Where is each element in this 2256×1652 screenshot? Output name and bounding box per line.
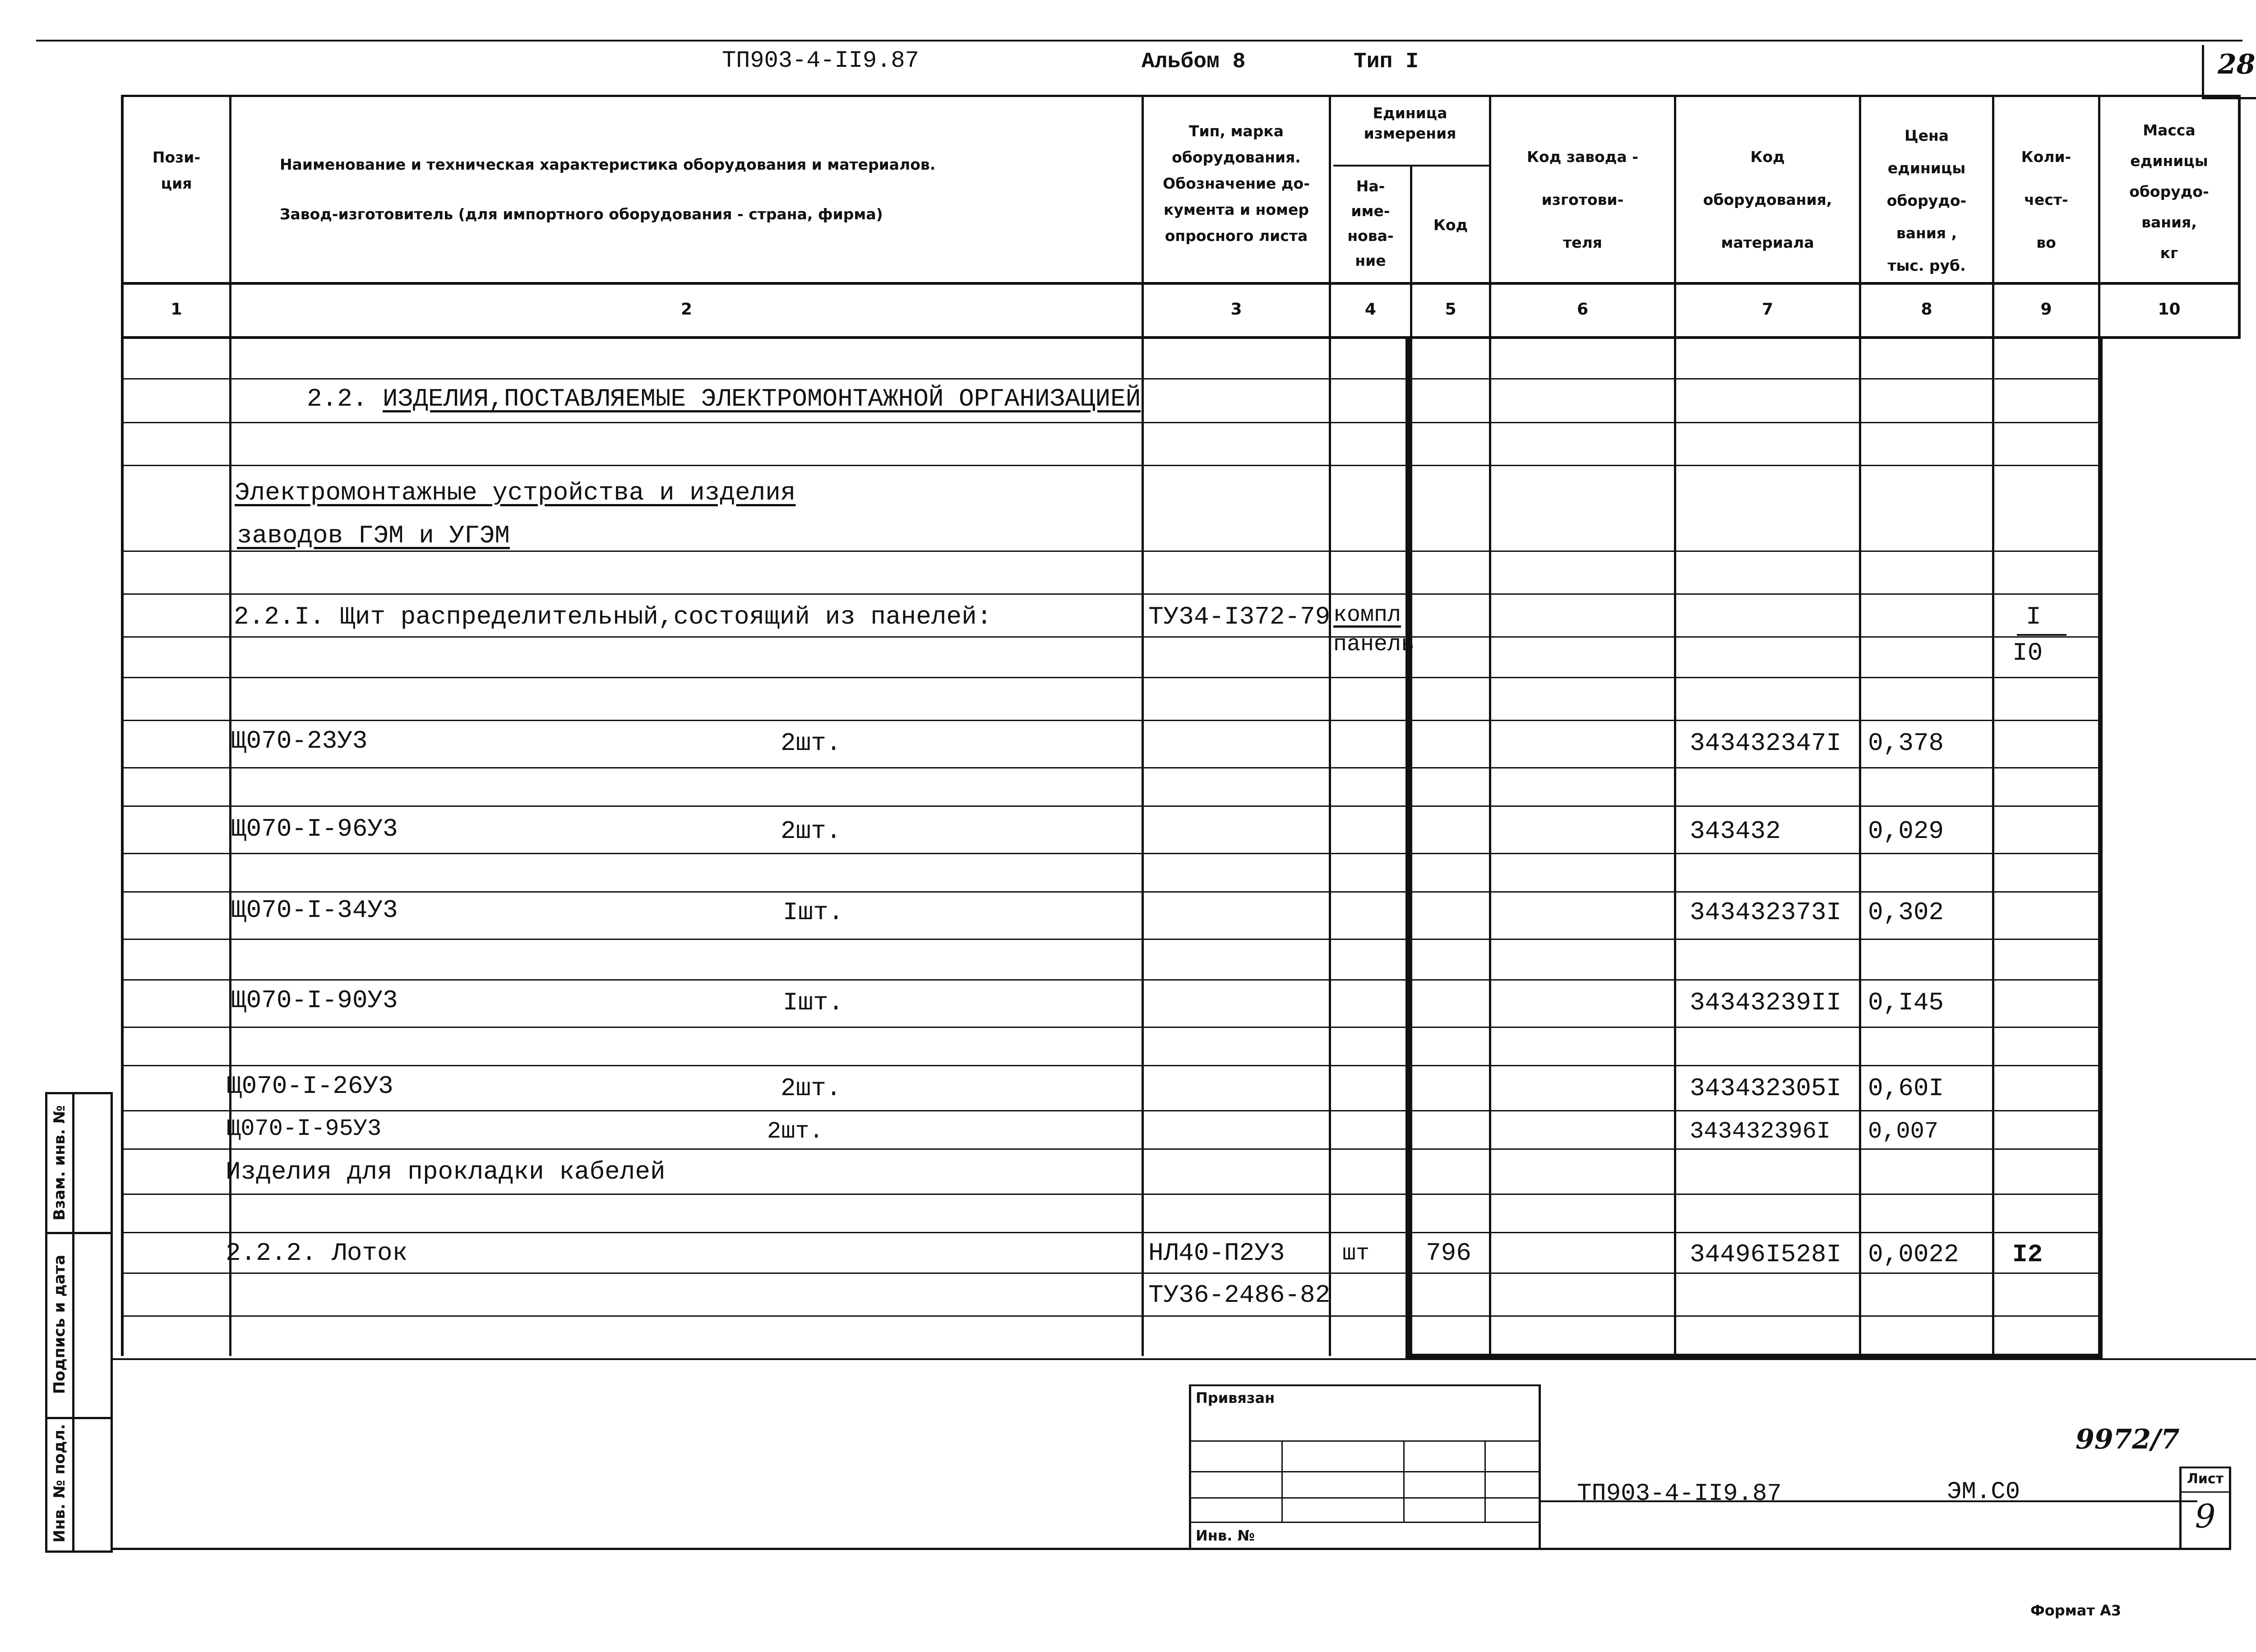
- type-label: Тип I: [1354, 50, 1419, 74]
- header-plant-code: [1491, 135, 1674, 264]
- header-price: [1861, 120, 1992, 282]
- item-221-qty2: I0: [2012, 639, 2043, 667]
- header-text: Код: [1750, 148, 1785, 166]
- header-text: Завод-изготовитель (для импортного оборудования - страна, фирма): [280, 205, 883, 223]
- panel-code: 343432347I: [1690, 729, 1842, 758]
- item-222-name: 2.2.2. Лоток: [226, 1239, 408, 1268]
- header-text: Цена: [1904, 127, 1949, 144]
- header-text: Масса: [2143, 121, 2196, 139]
- header-text: опросного листа: [1165, 227, 1308, 245]
- header-text: име-: [1351, 202, 1390, 220]
- panel-name: Щ070-I-90У3: [231, 986, 398, 1015]
- side-label-inventory: Инв. № подл.: [51, 1424, 69, 1543]
- panel-name: Щ070-I-34У3: [231, 896, 398, 925]
- item-222-price: 0,0022: [1868, 1240, 1959, 1269]
- header-text: Пози-: [152, 148, 201, 166]
- header-name: [235, 140, 1142, 239]
- stamp-inv-no: Инв. №: [1196, 1527, 1255, 1544]
- item-221-qty1: I: [2026, 602, 2041, 631]
- header-text: вания,: [2141, 213, 2197, 231]
- header-text: измерения: [1364, 125, 1456, 142]
- section-title-text: ИЗДЕЛИЯ,ПОСТАВЛЯЕМЫЕ ЭЛЕКТРОМОНТАЖНОЙ ОРГАНИЗАЦИЕЙ: [383, 384, 1141, 413]
- header-text: во: [2036, 234, 2056, 251]
- cables-heading: Изделия для прокладки кабелей: [226, 1157, 666, 1186]
- col-number: 7: [1761, 300, 1774, 319]
- panel-price: 0,029: [1868, 817, 1944, 846]
- item-222-qty: I2: [2012, 1240, 2043, 1269]
- header-text: вания ,: [1896, 224, 1957, 242]
- header-text: Наименование и техническая характеристика оборудования и материалов.: [280, 156, 936, 173]
- item-221-unit2: панель: [1333, 632, 1415, 657]
- header-text: Коли-: [2021, 148, 2071, 166]
- item-222-unit: шт: [1342, 1241, 1370, 1267]
- stamp-privyazan: Привязан: [1196, 1389, 1275, 1407]
- panel-code: 343432305I: [1690, 1074, 1842, 1103]
- item-221-spec: ТУ34-I372-79: [1148, 602, 1331, 631]
- header-unit-code: Код: [1433, 216, 1468, 234]
- header-text: нова-: [1347, 227, 1394, 245]
- panel-name: Щ070-I-95У3: [227, 1115, 382, 1142]
- panel-price: 0,007: [1868, 1118, 1939, 1145]
- panel-code: 343432373I: [1690, 898, 1842, 927]
- header-text: Единица: [1373, 104, 1447, 122]
- header-text: изготови-: [1541, 191, 1624, 208]
- header-text: На-: [1356, 177, 1385, 195]
- subsection-line2: заводов ГЭМ и УГЭМ: [237, 521, 510, 550]
- header-text: Код завода -: [1527, 148, 1638, 166]
- col-number: 10: [2158, 300, 2181, 319]
- item-221-name: 2.2.I. Щит распределительный,состоящий из панелей:: [234, 602, 992, 631]
- stamp-mark: ЭМ.С0: [1947, 1478, 2020, 1506]
- page-number-box: [2202, 45, 2256, 99]
- col-number: 8: [1921, 300, 1932, 319]
- item-222-unit-code: 796: [1426, 1239, 1471, 1268]
- header-text: ние: [1355, 252, 1386, 269]
- sheet-label: Лист: [2187, 1471, 2224, 1487]
- header-text: единицы: [1887, 159, 1966, 177]
- panel-name: Щ070-I-26У3: [227, 1072, 393, 1101]
- header-qty: [1994, 135, 2098, 264]
- item-222-code: 34496I528I: [1690, 1240, 1842, 1269]
- header-text: чест-: [2024, 191, 2068, 208]
- stamp-doc-code: ТП903-4-II9.87: [1577, 1480, 1782, 1508]
- doc-code-top: ТП903-4-II9.87: [722, 47, 919, 74]
- col-number: 2: [680, 300, 693, 319]
- header-text: оборудо-: [1886, 192, 1967, 209]
- subsection-line1: Электромонтажные устройства и изделия: [235, 478, 796, 507]
- header-text: оборудования.: [1172, 148, 1301, 166]
- album-label: Альбом 8: [1142, 50, 1246, 74]
- panel-code: 343432: [1690, 817, 1781, 846]
- panel-price: 0,378: [1868, 729, 1944, 758]
- header-text: оборудования,: [1703, 191, 1832, 208]
- header-text: ция: [161, 175, 192, 192]
- panel-code: 343432396I: [1690, 1118, 1831, 1145]
- header-text: оборудо-: [2129, 183, 2209, 200]
- panel-name: Щ070-23У3: [231, 727, 368, 755]
- panel-count: 2шт.: [767, 1118, 823, 1145]
- header-text: кумента и номер: [1163, 201, 1309, 218]
- side-label-replaced: Взам. инв. №: [51, 1105, 69, 1221]
- format-label: Формат А3: [2030, 1602, 2122, 1619]
- panel-price: 0,I45: [1868, 988, 1944, 1017]
- col-number: 5: [1445, 300, 1456, 319]
- page-number: 28: [2218, 49, 2256, 80]
- panel-count: 2шт.: [781, 817, 841, 846]
- col-number: 1: [171, 300, 182, 319]
- panel-count: Iшт.: [783, 898, 844, 927]
- header-position: [124, 144, 229, 197]
- header-unit-name: [1331, 174, 1410, 273]
- panel-price: 0,60I: [1868, 1074, 1944, 1103]
- header-text: теля: [1563, 234, 1602, 251]
- panel-count: 2шт.: [781, 1074, 841, 1103]
- header-mass: [2100, 115, 2238, 268]
- header-text: единицы: [2130, 152, 2208, 170]
- col-number: 4: [1364, 300, 1377, 319]
- header-text: Обозначение до-: [1163, 175, 1310, 192]
- item-222-spec1: НЛ40-П2У3: [1148, 1239, 1285, 1268]
- header-text: материала: [1721, 234, 1814, 251]
- panel-count: 2шт.: [781, 729, 841, 758]
- header-text: Тип, марка: [1189, 122, 1284, 140]
- panel-code: 34343239II: [1690, 988, 1842, 1017]
- col-number: 3: [1230, 300, 1242, 319]
- sheet-number: 9: [2195, 1497, 2216, 1535]
- header-item-code: [1676, 135, 1859, 264]
- header-text: кг: [2160, 244, 2178, 262]
- item-222-spec2: ТУ36-2486-82: [1148, 1281, 1331, 1310]
- header-text: тыс. руб.: [1887, 257, 1966, 274]
- side-label-signature: Подпись и дата: [51, 1254, 69, 1394]
- panel-count: Iшт.: [783, 988, 844, 1017]
- section-title: [307, 384, 1141, 413]
- item-221-unit1: компл: [1333, 602, 1401, 628]
- col-number: 9: [2040, 300, 2052, 319]
- col-number: 6: [1576, 300, 1589, 319]
- archive-number: 9972/7: [2076, 1424, 2180, 1455]
- panel-name: Щ070-I-96У3: [231, 814, 398, 843]
- panel-price: 0,302: [1868, 898, 1944, 927]
- header-type: [1146, 118, 1327, 249]
- header-unit: [1331, 103, 1489, 143]
- section-prefix: 2.2.: [307, 384, 368, 413]
